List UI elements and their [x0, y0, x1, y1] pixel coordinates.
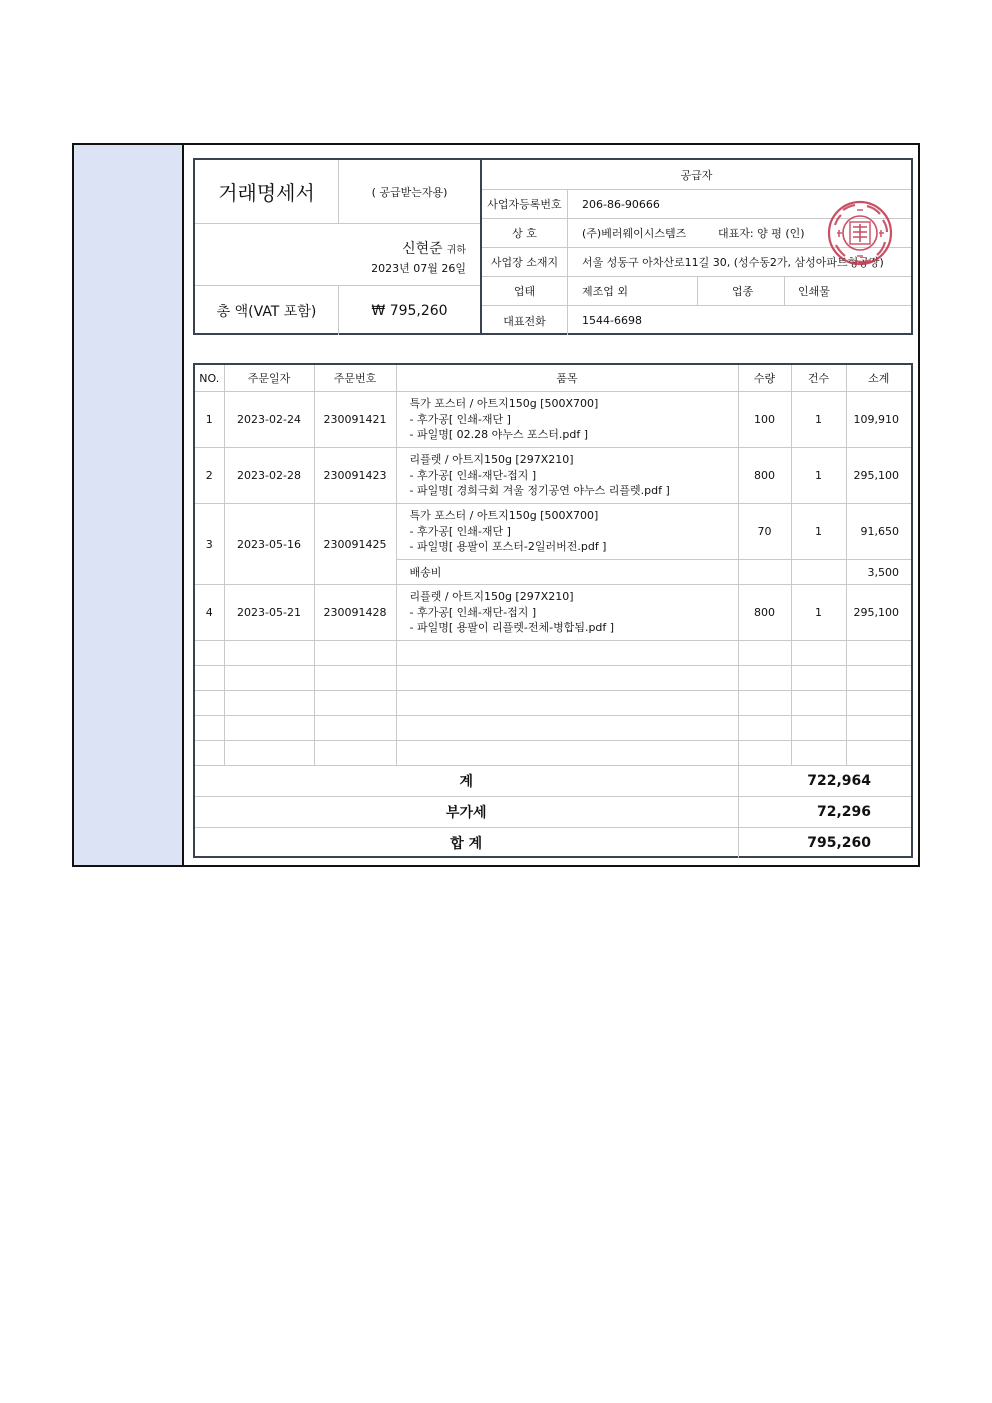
- vat-label: 부가세: [195, 797, 738, 828]
- row-count: 1: [791, 504, 846, 560]
- table-row: [195, 448, 911, 504]
- col-order-date: 주문일자: [224, 365, 314, 392]
- row-product: [396, 448, 738, 504]
- row-qty: 100: [738, 392, 791, 448]
- row-count: 1: [791, 585, 846, 641]
- row-no: 3: [195, 504, 224, 585]
- regno-value: 206-86-90666: [582, 197, 660, 211]
- row-no: 4: [195, 585, 224, 641]
- divider: [784, 277, 785, 305]
- table-row: [195, 504, 911, 560]
- document-subtitle: ( 공급받는자용): [339, 160, 480, 224]
- row-date: 2023-05-16: [224, 504, 314, 585]
- items-table-container: [193, 363, 913, 858]
- row-qty: 800: [738, 585, 791, 641]
- supplier-row-business: [482, 277, 911, 306]
- recipient-block: [195, 224, 480, 286]
- grand-total-row: [195, 828, 911, 859]
- sum-label: 계: [195, 766, 738, 797]
- row-subtotal: 109,910: [846, 392, 911, 448]
- divider: [697, 277, 698, 305]
- product-line: - 후가공[ 인쇄-재단-접지 ]: [409, 468, 537, 482]
- table-row: [195, 585, 911, 641]
- supplier-row-phone: [482, 306, 911, 335]
- vat-value: 72,296: [738, 797, 911, 828]
- row-count: 1: [791, 392, 846, 448]
- grand-total-value: 795,260: [807, 835, 871, 851]
- row-product: [396, 585, 738, 641]
- total-amount-label: 총 액(VAT 포함): [195, 286, 339, 335]
- col-order-number: 주문번호: [314, 365, 396, 392]
- recipient-name: 신현준: [402, 241, 443, 257]
- recipient-suffix: 귀하: [446, 245, 466, 256]
- row-date: 2023-02-24: [224, 392, 314, 448]
- shipping-value: 3,500: [846, 560, 911, 585]
- row-no: 2: [195, 448, 224, 504]
- table-header-row: [195, 365, 911, 392]
- items-table: [195, 365, 911, 858]
- col-subtotal: 소계: [846, 365, 911, 392]
- document-title: 거래명세서: [195, 160, 339, 224]
- issue-date: 2023년 07월 26일: [371, 262, 466, 275]
- address-value: 서울 성동구 아차산로11길 30, (성수동2가, 삼성아파트형공장): [582, 256, 884, 269]
- empty-row: [195, 716, 911, 741]
- product-line: - 후가공[ 인쇄-재단 ]: [409, 524, 511, 538]
- product-line: 특가 포스터 / 아트지150g [500X700]: [409, 509, 599, 523]
- row-qty: 70: [738, 504, 791, 560]
- product-line: - 파일명[ 경희극회 겨울 정기공연 야누스 리플렛.pdf ]: [409, 484, 670, 498]
- product-line: - 파일명[ 용팔이 포스터-2일러버전.pdf ]: [409, 540, 607, 554]
- address-label: 사업장 소재지: [482, 248, 568, 276]
- product-line: 리플렛 / 아트지150g [297X210]: [409, 590, 574, 604]
- product-line: - 후가공[ 인쇄-재단-접지 ]: [409, 605, 537, 619]
- col-product: 품목: [396, 365, 738, 392]
- company-seal-stamp-icon: [827, 200, 893, 266]
- business-type-value: 제조업 외: [582, 285, 629, 298]
- ceo-value: 대표자: 양 평 (인): [718, 227, 805, 240]
- row-subtotal: 295,100: [846, 448, 911, 504]
- recipient-name-line: [402, 238, 466, 258]
- product-line: - 파일명[ 용팔이 리플렛-전체-병합됨.pdf ]: [409, 621, 615, 635]
- empty-row: [195, 641, 911, 666]
- empty-row: [195, 691, 911, 716]
- left-panel: [74, 145, 184, 865]
- product-line: 특가 포스터 / 아트지150g [500X700]: [409, 397, 599, 411]
- grand-total-label: 합 계: [195, 828, 738, 859]
- row-subtotal: 295,100: [846, 585, 911, 641]
- row-subtotal: 91,650: [846, 504, 911, 560]
- total-amount-value: ₩ 795,260: [371, 302, 448, 319]
- sum-row: [195, 766, 911, 797]
- col-no: NO.: [195, 365, 224, 392]
- company-value: (주)베러웨이시스템즈: [582, 227, 687, 240]
- sum-value: 722,964: [738, 766, 911, 797]
- table-row: [195, 392, 911, 448]
- row-product: [396, 392, 738, 448]
- empty-row: [195, 666, 911, 691]
- col-count: 건수: [791, 365, 846, 392]
- recipient-section: [195, 160, 482, 333]
- business-item-value: 인쇄물: [798, 285, 830, 298]
- statement-header: [193, 158, 913, 335]
- empty-cell: [791, 560, 846, 585]
- empty-row: [195, 741, 911, 766]
- row-no: 1: [195, 392, 224, 448]
- row-order: 230091428: [314, 585, 396, 641]
- row-date: 2023-02-28: [224, 448, 314, 504]
- row-count: 1: [791, 448, 846, 504]
- row-order: 230091421: [314, 392, 396, 448]
- col-quantity: 수량: [738, 365, 791, 392]
- empty-cell: [738, 560, 791, 585]
- phone-value: 1544-6698: [582, 314, 642, 327]
- vat-row: [195, 797, 911, 828]
- phone-label: 대표전화: [482, 306, 568, 335]
- product-line: - 후가공[ 인쇄-재단 ]: [409, 412, 511, 426]
- shipping-label: 배송비: [396, 560, 738, 585]
- regno-label: 사업자등록번호: [482, 190, 568, 218]
- row-order: 230091425: [314, 504, 396, 585]
- business-type-label: 업태: [482, 277, 568, 305]
- product-line: 리플렛 / 아트지150g [297X210]: [409, 453, 574, 467]
- company-label: 상 호: [482, 219, 568, 247]
- product-line: - 파일명[ 02.28 야누스 포스터.pdf ]: [409, 428, 588, 442]
- business-item-label: 업종: [732, 285, 754, 298]
- supplier-title: 공급자: [482, 160, 911, 190]
- row-date: 2023-05-21: [224, 585, 314, 641]
- row-product: [396, 504, 738, 560]
- row-order: 230091423: [314, 448, 396, 504]
- row-qty: 800: [738, 448, 791, 504]
